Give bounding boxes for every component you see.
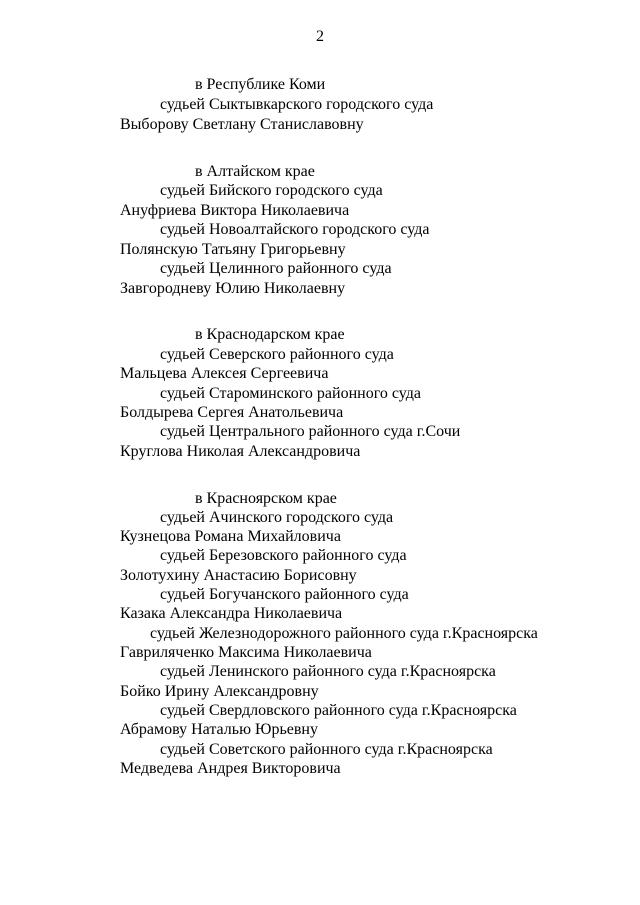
region-heading: в Красноярском крае [195,490,337,507]
appointee-name: Круглова Николая Александровича [120,443,361,460]
appointee-name: Золотухину Анастасию Борисовну [120,567,357,584]
region-heading: в Алтайском крае [195,163,315,180]
appointee-name: Бойко Ирину Александровну [120,683,319,700]
court-name: судьей Центрального районного суда г.Сочи [160,423,461,440]
appointee-name: Болдырева Сергея Анатольевича [120,404,344,421]
court-name: судьей Березовского районного суда [160,547,407,564]
appointee-name: Завгородневу Юлию Николаевну [120,280,346,297]
appointee-name: Кузнецова Романа Михайловича [120,528,341,545]
appointee-name: Медведева Андрея Викторовича [120,760,341,777]
court-name: судьей Новоалтайского городского суда [160,221,430,238]
court-name: судьей Северского районного суда [160,346,394,363]
court-name: судьей Советского районного суда г.Красноярска [160,741,493,758]
appointee-name: Мальцева Алексея Сергеевича [120,365,329,382]
page-number: 2 [316,28,324,45]
appointee-name: Ануфриева Виктора Николаевича [120,202,350,219]
court-name: судьей Свердловского районного суда г.Красноярска [160,702,517,719]
region-heading: в Краснодарском крае [195,326,345,343]
appointee-name: Выборову Светлану Станиславовну [120,116,364,133]
court-name: судьей Бийского городского суда [160,182,383,199]
court-name: судьей Железнодорожного районного суда г.Красноярска [150,625,538,642]
appointee-name: Казака Александра Николаевича [120,605,343,622]
court-name: судьей Староминского районного суда [160,385,421,402]
appointee-name: Абрамову Наталью Юрьевну [120,721,318,738]
court-name: судьей Сыктывкарского городского суда [160,96,434,113]
court-name: судьей Целинного районного суда [160,260,392,277]
court-name: судьей Богучанского районного суда [160,586,409,603]
appointee-name: Гавриляченко Максима Николаевича [120,644,372,661]
appointee-name: Полянскую Татьяну Григорьевну [120,241,346,258]
court-name: судьей Ленинского районного суда г.Красноярска [160,663,496,680]
region-heading: в Республике Коми [195,76,326,93]
court-name: судьей Ачинского городского суда [160,509,394,526]
